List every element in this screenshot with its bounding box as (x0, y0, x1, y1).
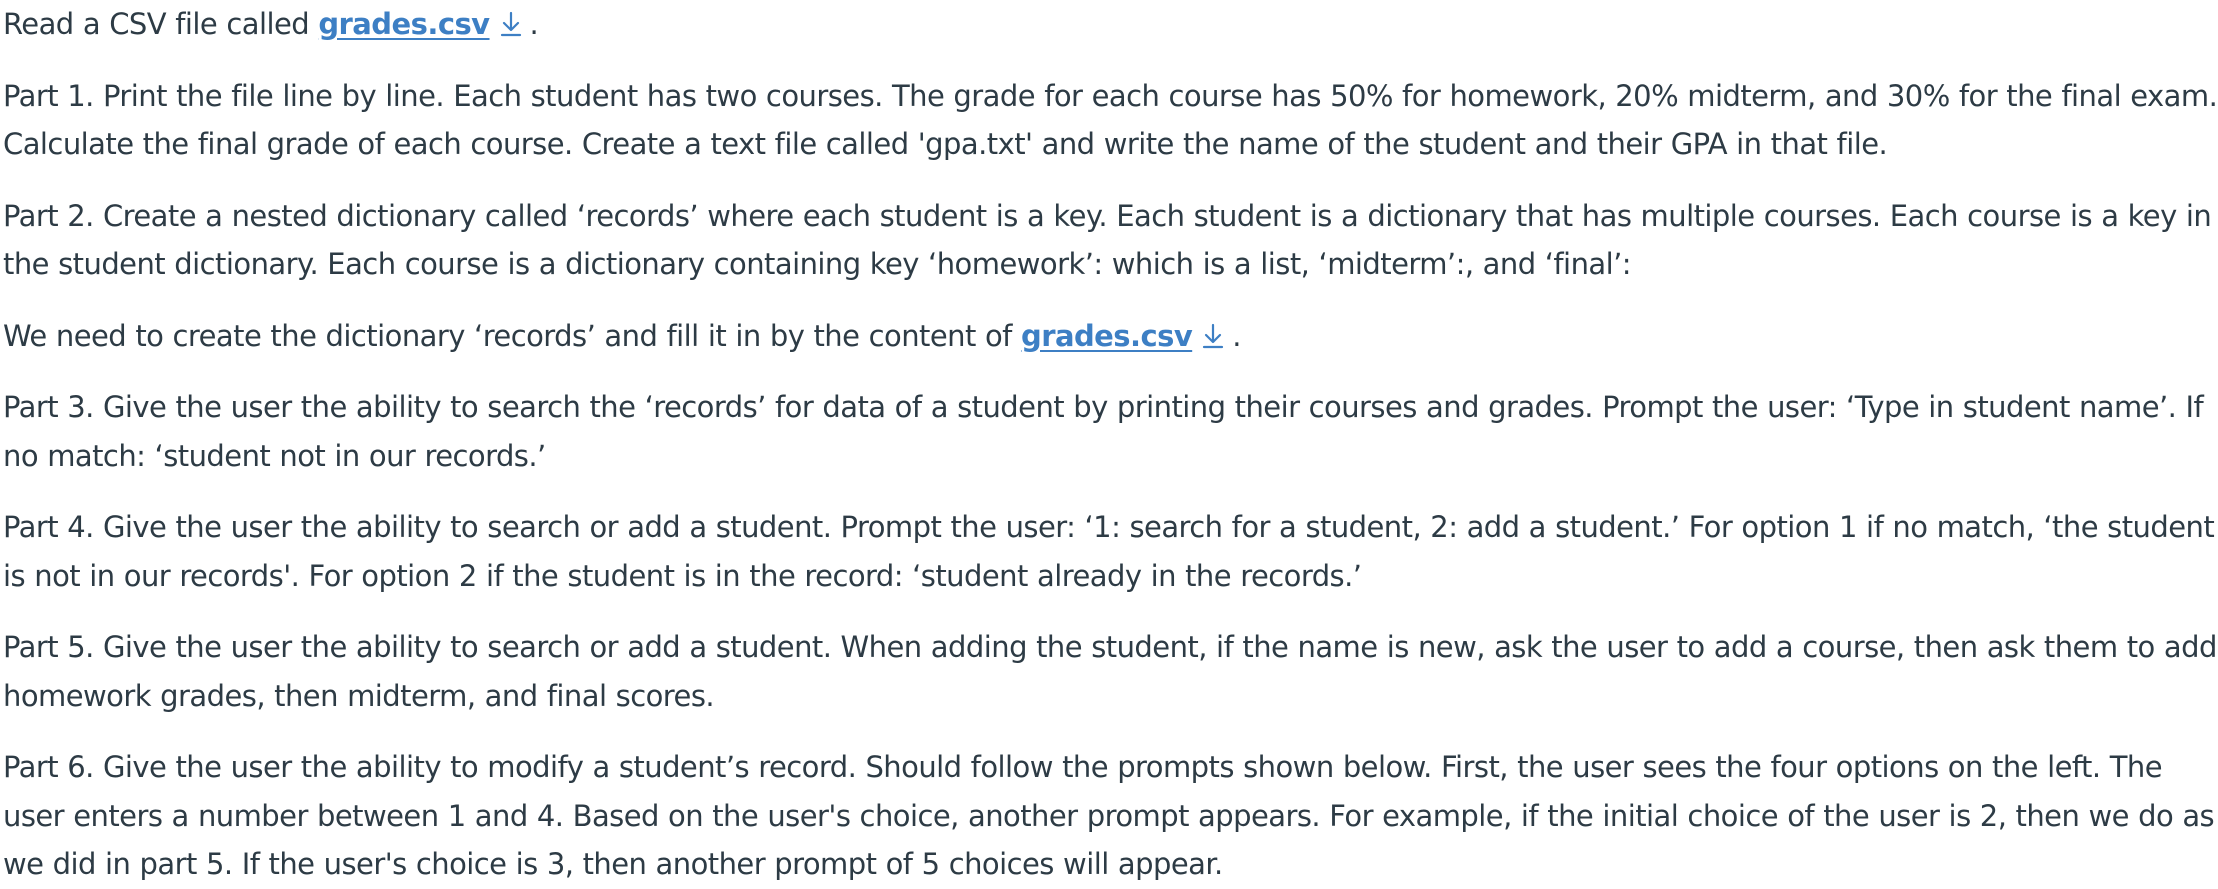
part-2-paragraph: Part 2. Create a nested dictionary called ‘records’ where each student is a key. Each student is a dictionary that has multiple courses. Each course is a key in the student dictionary. Each course is a dictionary containing key ‘homework’: which is a list, ‘midterm’:, and ‘final’: (3, 198, 2212, 281)
records-note-paragraph (3, 312, 2218, 361)
part-6-paragraph: Part 6. Give the user the ability to modify a student’s record. Should follow the prompts shown below. First, the user sees the four options on the left. The user enters a number between 1 and 4. Based on the user's choice, another prompt appears. For example, if the initial choice of the user is 2, then we do as we did in part 5. If the user's choice is 3, then another prompt of 5 choices will appear. (3, 750, 2215, 881)
part-5-paragraph: Part 5. Give the user the ability to search or add a student. When adding the student, if the name is new, ask the user to add a course, then ask them to add homework grades, then midterm, and final scores. (3, 630, 2217, 713)
grades-csv-link-2[interactable]: grades.csv (1020, 318, 1193, 353)
grades-csv-link[interactable]: grades.csv (318, 7, 490, 41)
part-3-paragraph: Part 3. Give the user the ability to search the ‘records’ for data of a student by printing their courses and grades. Prompt the user: ‘Type in student name’. If no match: ‘student not in our records.’ (3, 390, 2204, 473)
download-icon[interactable] (496, 9, 526, 39)
intro-period: . (529, 7, 539, 41)
records-note-text: We need to create the dictionary ‘records’ and fill it in by the content of (3, 318, 1021, 353)
intro-text: Read a CSV file called (3, 7, 319, 41)
intro-paragraph (3, 0, 2218, 49)
part-1-paragraph: Part 1. Print the file line by line. Each student has two courses. The grade for each course has 50% for homework, 20% midterm, and 30% for the final exam. Calculate the final grade of each course. Create a text file called 'gpa.txt' and write the name of the student and their GPA in that file. (3, 78, 2218, 161)
records-note-period: . (1232, 318, 1241, 353)
download-icon[interactable] (1198, 321, 1228, 351)
part-4-paragraph: Part 4. Give the user the ability to search or add a student. Prompt the user: ‘1: search for a student, 2: add a student.’ For option 1 if no match, ‘the student is not in our records'. For option 2 if the student is in the record: ‘student already in the records.’ (3, 510, 2215, 593)
